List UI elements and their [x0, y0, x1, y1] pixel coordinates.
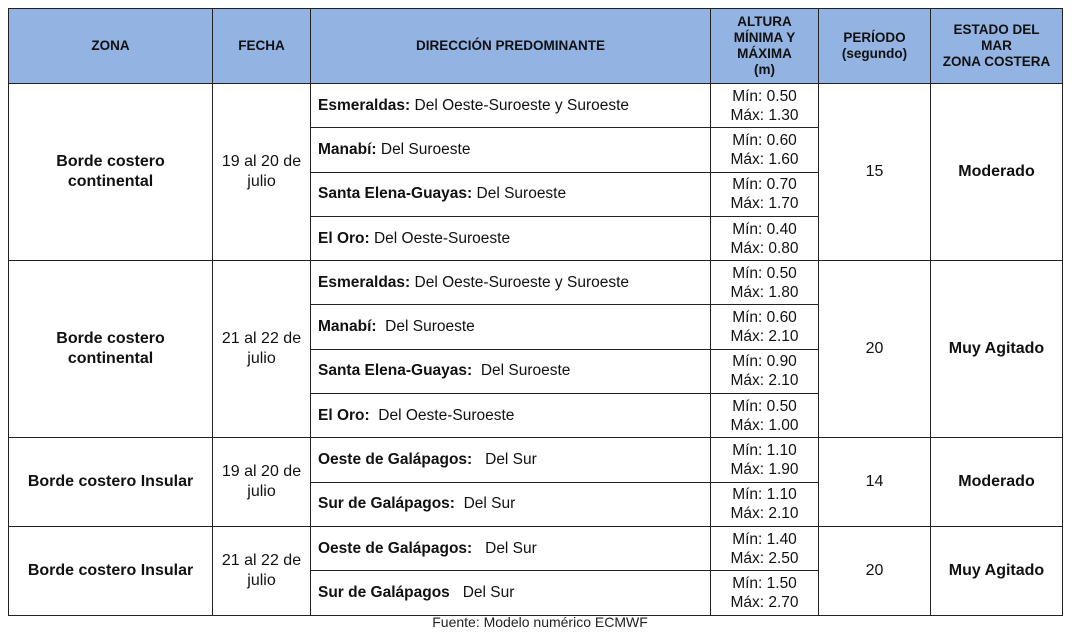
zona-line: continental	[67, 173, 154, 191]
fecha-line: julio	[247, 173, 276, 191]
altura-max: Máx: 2.10	[730, 372, 799, 390]
direccion-cell	[311, 482, 711, 526]
periodo-cell: 14	[819, 438, 931, 527]
direccion-cell	[311, 438, 711, 482]
header-estado-line: ZONA COSTERA	[942, 54, 1051, 69]
fecha-line: julio	[247, 483, 276, 501]
altura-min: Mín: 0.60	[732, 131, 797, 149]
estado-cell: Moderado	[931, 438, 1063, 527]
zona-line: continental	[67, 350, 154, 368]
header-row	[9, 9, 1063, 84]
altura-min: Mín: 1.50	[732, 574, 797, 592]
altura-cell	[711, 571, 819, 615]
altura-cell	[711, 394, 819, 438]
header-estado	[931, 9, 1063, 84]
place-name: Sur de Galápagos	[318, 583, 450, 601]
forecast-table-container	[8, 8, 1062, 616]
zona-cell	[9, 84, 213, 261]
header-estado-line: MAR	[981, 38, 1012, 53]
place-name: Oeste de Galápagos:	[318, 451, 473, 469]
fecha-line: julio	[247, 571, 276, 589]
direccion-cell	[311, 349, 711, 393]
altura-max: Máx: 2.10	[730, 328, 799, 346]
altura-max: Máx: 1.30	[730, 106, 799, 124]
place-name: Manabí:	[318, 140, 377, 158]
altura-min: Mín: 0.50	[732, 264, 797, 282]
direccion-cell	[311, 216, 711, 260]
direction-text: Del Suroeste	[376, 140, 471, 158]
table-row	[9, 438, 1063, 482]
fecha-cell	[213, 261, 311, 438]
altura-max: Máx: 1.80	[730, 283, 799, 301]
place-name: Oeste de Galápagos:	[318, 539, 473, 557]
altura-max: Máx: 1.00	[730, 416, 799, 434]
altura-cell	[711, 172, 819, 216]
direction-text: Del Sur	[454, 495, 516, 513]
direccion-cell	[311, 526, 711, 570]
table-body	[9, 84, 1063, 616]
place-name: Sur de Galápagos:	[318, 495, 455, 513]
direction-text: Del Oeste-Suroeste y Suroeste	[410, 273, 630, 291]
table-row	[9, 261, 1063, 305]
altura-cell	[711, 84, 819, 128]
fecha-line: 19 al 20 de	[221, 153, 302, 171]
header-periodo-line: PERÍODO	[843, 30, 906, 45]
header-altura-line: ALTURA	[737, 14, 792, 29]
place-name: Santa Elena-Guayas:	[318, 185, 473, 203]
table-row	[9, 84, 1063, 128]
direction-text: Del Suroeste	[472, 185, 567, 203]
altura-min: Mín: 1.40	[732, 530, 797, 548]
altura-max: Máx: 1.90	[730, 461, 799, 479]
direccion-cell	[311, 394, 711, 438]
direction-text: Del Oeste-Suroeste	[369, 406, 515, 424]
table-row	[9, 526, 1063, 570]
header-altura-line: (m)	[754, 62, 775, 77]
direccion-cell	[311, 305, 711, 349]
direction-text: Del Oeste-Suroeste y Suroeste	[410, 96, 630, 114]
altura-min: Mín: 0.90	[732, 353, 797, 371]
altura-max: Máx: 2.70	[730, 593, 799, 611]
altura-min: Mín: 0.50	[732, 397, 797, 415]
direccion-cell	[311, 128, 711, 172]
altura-max: Máx: 0.80	[730, 239, 799, 257]
zona-cell	[9, 526, 213, 615]
altura-min: Mín: 0.40	[732, 220, 797, 238]
zona-cell	[9, 261, 213, 438]
altura-cell	[711, 482, 819, 526]
place-name: Santa Elena-Guayas:	[318, 362, 473, 380]
header-fecha: FECHA	[213, 9, 311, 84]
place-name: El Oro:	[318, 229, 370, 247]
header-periodo	[819, 9, 931, 84]
direccion-cell	[311, 172, 711, 216]
direction-text: Del Sur	[449, 583, 515, 601]
fecha-line: 19 al 20 de	[221, 463, 302, 481]
header-altura-line: MÁXIMA	[737, 46, 792, 61]
fecha-cell	[213, 526, 311, 615]
altura-max: Máx: 2.50	[730, 549, 799, 567]
direccion-cell	[311, 261, 711, 305]
header-estado-line: ESTADO DEL	[953, 22, 1040, 37]
periodo-cell: 20	[819, 261, 931, 438]
fecha-line: 21 al 22 de	[221, 551, 302, 569]
altura-cell	[711, 438, 819, 482]
altura-max: Máx: 1.60	[730, 150, 799, 168]
direccion-cell	[311, 571, 711, 615]
direction-text: Del Suroeste	[376, 318, 475, 336]
altura-cell	[711, 261, 819, 305]
estado-cell: Moderado	[931, 84, 1063, 261]
place-name: Manabí:	[318, 318, 377, 336]
altura-min: Mín: 0.70	[732, 176, 797, 194]
direction-text: Del Suroeste	[472, 362, 571, 380]
fecha-line: 21 al 22 de	[221, 330, 302, 348]
fecha-cell	[213, 438, 311, 527]
zona-line: Borde costero Insular	[27, 473, 194, 491]
fecha-cell	[213, 84, 311, 261]
sea-state-forecast-table	[8, 8, 1063, 616]
source-caption: Fuente: Modelo numérico ECMWF	[432, 614, 648, 630]
header-direccion: DIRECCIÓN PREDOMINANTE	[311, 9, 711, 84]
zona-line: Borde costero	[56, 330, 165, 348]
altura-min: Mín: 0.50	[732, 87, 797, 105]
altura-max: Máx: 1.70	[730, 195, 799, 213]
estado-cell: Muy Agitado	[931, 526, 1063, 615]
altura-min: Mín: 1.10	[732, 486, 797, 504]
direction-text: Del Sur	[472, 451, 537, 469]
zona-line: Borde costero	[56, 153, 165, 171]
place-name: Esmeraldas:	[318, 273, 411, 291]
estado-cell: Muy Agitado	[931, 261, 1063, 438]
direction-text: Del Sur	[472, 539, 537, 557]
fecha-line: julio	[247, 350, 276, 368]
periodo-cell: 15	[819, 84, 931, 261]
altura-cell	[711, 128, 819, 172]
header-altura-line: MÍNIMA Y	[733, 30, 796, 45]
altura-max: Máx: 2.10	[730, 505, 799, 523]
altura-cell	[711, 305, 819, 349]
direccion-cell	[311, 84, 711, 128]
altura-cell	[711, 349, 819, 393]
header-periodo-line: (segundo)	[841, 46, 908, 61]
zona-cell	[9, 438, 213, 527]
altura-cell	[711, 526, 819, 570]
altura-min: Mín: 0.60	[732, 309, 797, 327]
periodo-cell: 20	[819, 526, 931, 615]
place-name: Esmeraldas:	[318, 96, 411, 114]
direction-text: Del Oeste-Suroeste	[369, 229, 511, 247]
place-name: El Oro:	[318, 406, 370, 424]
header-altura	[711, 9, 819, 84]
zona-line: Borde costero Insular	[27, 561, 194, 579]
altura-cell	[711, 216, 819, 260]
header-zona: ZONA	[9, 9, 213, 84]
altura-min: Mín: 1.10	[732, 442, 797, 460]
